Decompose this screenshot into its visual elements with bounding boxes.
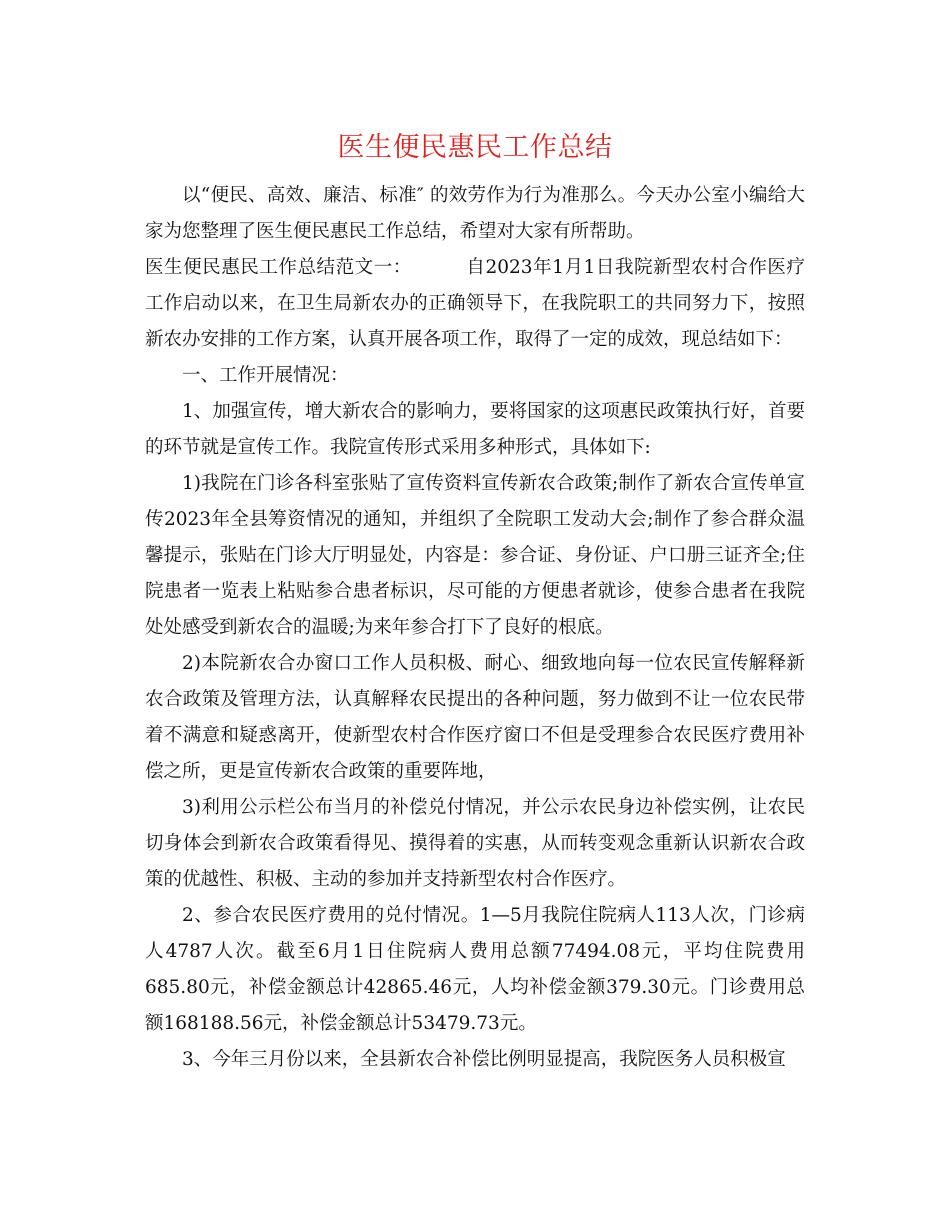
sample-label: 医生便民惠民工作总结范文一： bbox=[145, 257, 412, 278]
item-paragraph-3: 3、今年三月份以来，全县新农合补偿比例明显提高，我院医务人员积极宣 bbox=[182, 1049, 786, 1070]
sample-text: 自2023年1月1日我院新型农村合作医疗工作启动以来，在卫生局新农办的正确领导下，在我院职工的共同努力下，按照新农办安排的工作方案，认真开展各项工作，取得了一定的成效，现总结如下： bbox=[145, 257, 805, 350]
sub-item-3: 3)利用公示栏公布当月的补偿兑付情况，并公示农民身边补偿实例，让农民切身体会到新农合政策看得见、摸得着的实惠，从而转变观念重新认识新农合政策的优越性、积极、主动的参加并支持新型农村合作医疗。 bbox=[145, 797, 805, 890]
document-body bbox=[145, 178, 805, 1078]
page-title: 医生便民惠民工作总结 bbox=[337, 132, 613, 163]
sample-paragraph bbox=[145, 250, 805, 358]
sub-item-2: 2)本院新农合办窗口工作人员积极、耐心、细致地向每一位农民宣传解释新农合政策及管理方法，认真解释农民提出的各种问题，努力做到不让一位农民带着不满意和疑惑离开，使新型农村合作医疗窗口不但是受理参合农民医疗费用补偿之所，更是宣传新农合政策的重要阵地， bbox=[145, 653, 805, 782]
sub-item-1: 1)我院在门诊各科室张贴了宣传资料宣传新农合政策;制作了新农合宣传单宣传2023年全县筹资情况的通知，并组织了全院职工发动大会;制作了参合群众温馨提示，张贴在门诊大厅明显处，内容是：参合证、身份证、户口册三证齐全;住院患者一览表上粘贴参合患者标识，尽可能的方便患者就诊，使参合患者在我院处处感受到新农合的温暖;为来年参合打下了良好的根底。 bbox=[145, 473, 805, 638]
item-paragraph-1: 1、加强宣传，增大新农合的影响力，要将国家的这项惠民政策执行好，首要的环节就是宣传工作。我院宣传形式采用多种形式，具体如下: bbox=[145, 401, 805, 458]
intro-paragraph: 以“便民、高效、廉洁、标准″ 的效劳作为行为准那么。今天办公室小编给大家为您整理了医生便民惠民工作总结，希望对大家有所帮助。 bbox=[145, 185, 805, 242]
item-paragraph-2: 2、参合农民医疗费用的兑付情况。1—5月我院住院病人113人次，门诊病人4787人次。截至6月1日住院病人费用总额77494.08元，平均住院费用685.80元，补偿金额总计42865.46元，人均补偿金额379.30元。门诊费用总额168188.56元，补偿金额总计53479.73元。 bbox=[145, 905, 805, 1034]
section-heading: 一、工作开展情况： bbox=[182, 365, 349, 386]
